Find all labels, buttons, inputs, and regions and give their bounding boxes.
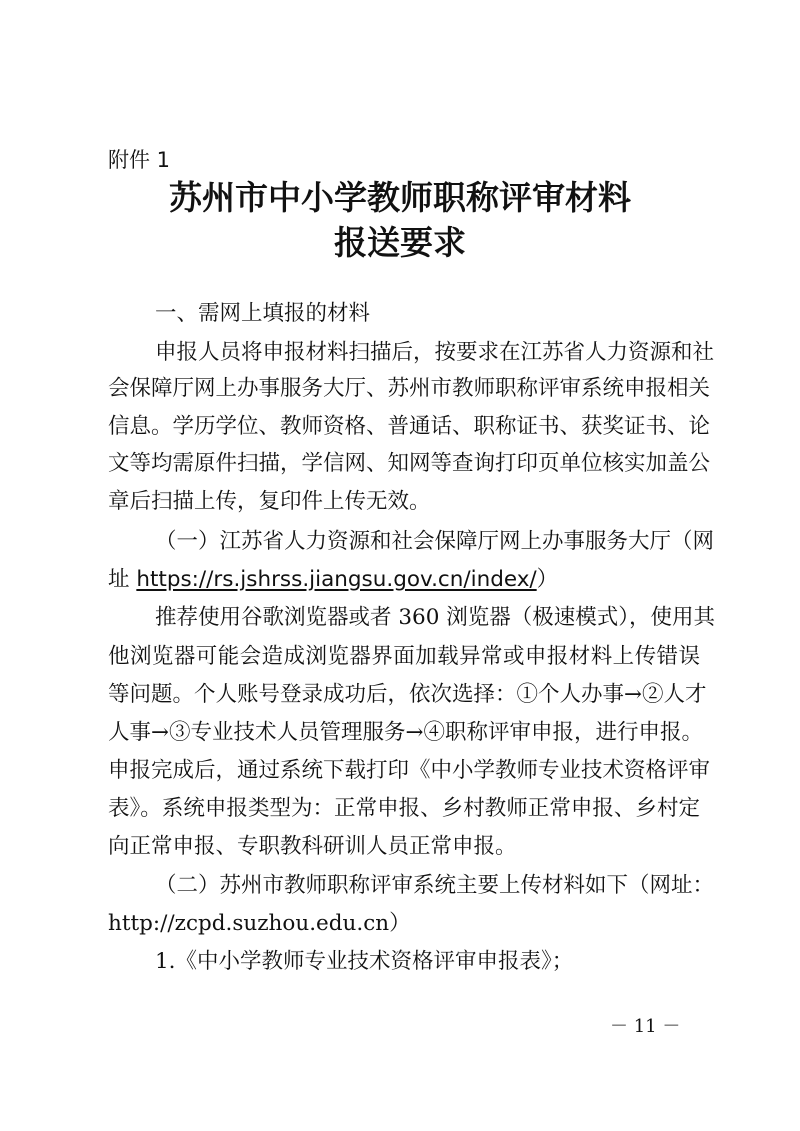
paragraph-line: 推荐使用谷歌浏览器或者 360 浏览器（极速模式），使用其	[155, 605, 715, 630]
paragraph-line: 申报人员将申报材料扫描后，按要求在江苏省人力资源和社	[155, 340, 715, 365]
paragraph-line: 章后扫描上传，复印件上传无效。	[108, 489, 431, 514]
paragraph-line: 文等均需原件扫描，学信网、知网等查询打印页单位核实加盖公	[108, 451, 711, 476]
url-prefix: 址	[108, 567, 137, 592]
url-suffix: ）	[536, 567, 559, 592]
subsection-heading-1-cont	[108, 569, 558, 591]
paragraph-line: 申报完成后，通过系统下载打印《中小学教师专业技术资格评审	[108, 758, 711, 783]
page-number: － 11 －	[610, 1016, 681, 1037]
attachment-label: 附件 1	[108, 148, 171, 172]
paragraph-line: 人事→③专业技术人员管理服务→④职称评审申报，进行申报。	[108, 720, 704, 745]
paragraph-line: 他浏览器可能会造成浏览器界面加载异常或申报材料上传错误	[108, 644, 700, 669]
section-heading: 一、需网上填报的材料	[155, 301, 371, 326]
subsection-heading-2-url[interactable]: http://zcpd.suzhou.edu.cn）	[108, 911, 411, 936]
paragraph-line: 等问题。个人账号登录成功后，依次选择：①个人办事→②人才	[108, 682, 707, 707]
paragraph-line: 会保障厅网上办事服务大厅、苏州市教师职称评审系统申报相关	[108, 376, 711, 401]
paragraph-line: 向正常申报、专职教科研训人员正常申报。	[108, 834, 517, 859]
document-title-line1: 苏州市中小学教师职称评审材料	[169, 178, 631, 217]
subsection-heading-2: （二）苏州市教师职称评审系统主要上传材料如下（网址：	[155, 873, 715, 898]
document-title-line2: 报送要求	[334, 223, 466, 262]
paragraph-line: 表》。系统申报类型为：正常申报、乡村教师正常申报、乡村定	[108, 796, 700, 821]
paragraph-line: 信息。学历学位、教师资格、普通话、职称证书、获奖证书、论	[108, 414, 711, 439]
url-link[interactable]: https://rs.jshrss.jiangsu.gov.cn/index/	[136, 567, 537, 592]
list-item: 1.《中小学教师专业技术资格评审申报表》；	[155, 949, 574, 974]
subsection-heading-1: （一）江苏省人力资源和社会保障厅网上办事服务大厅（网	[155, 529, 715, 554]
